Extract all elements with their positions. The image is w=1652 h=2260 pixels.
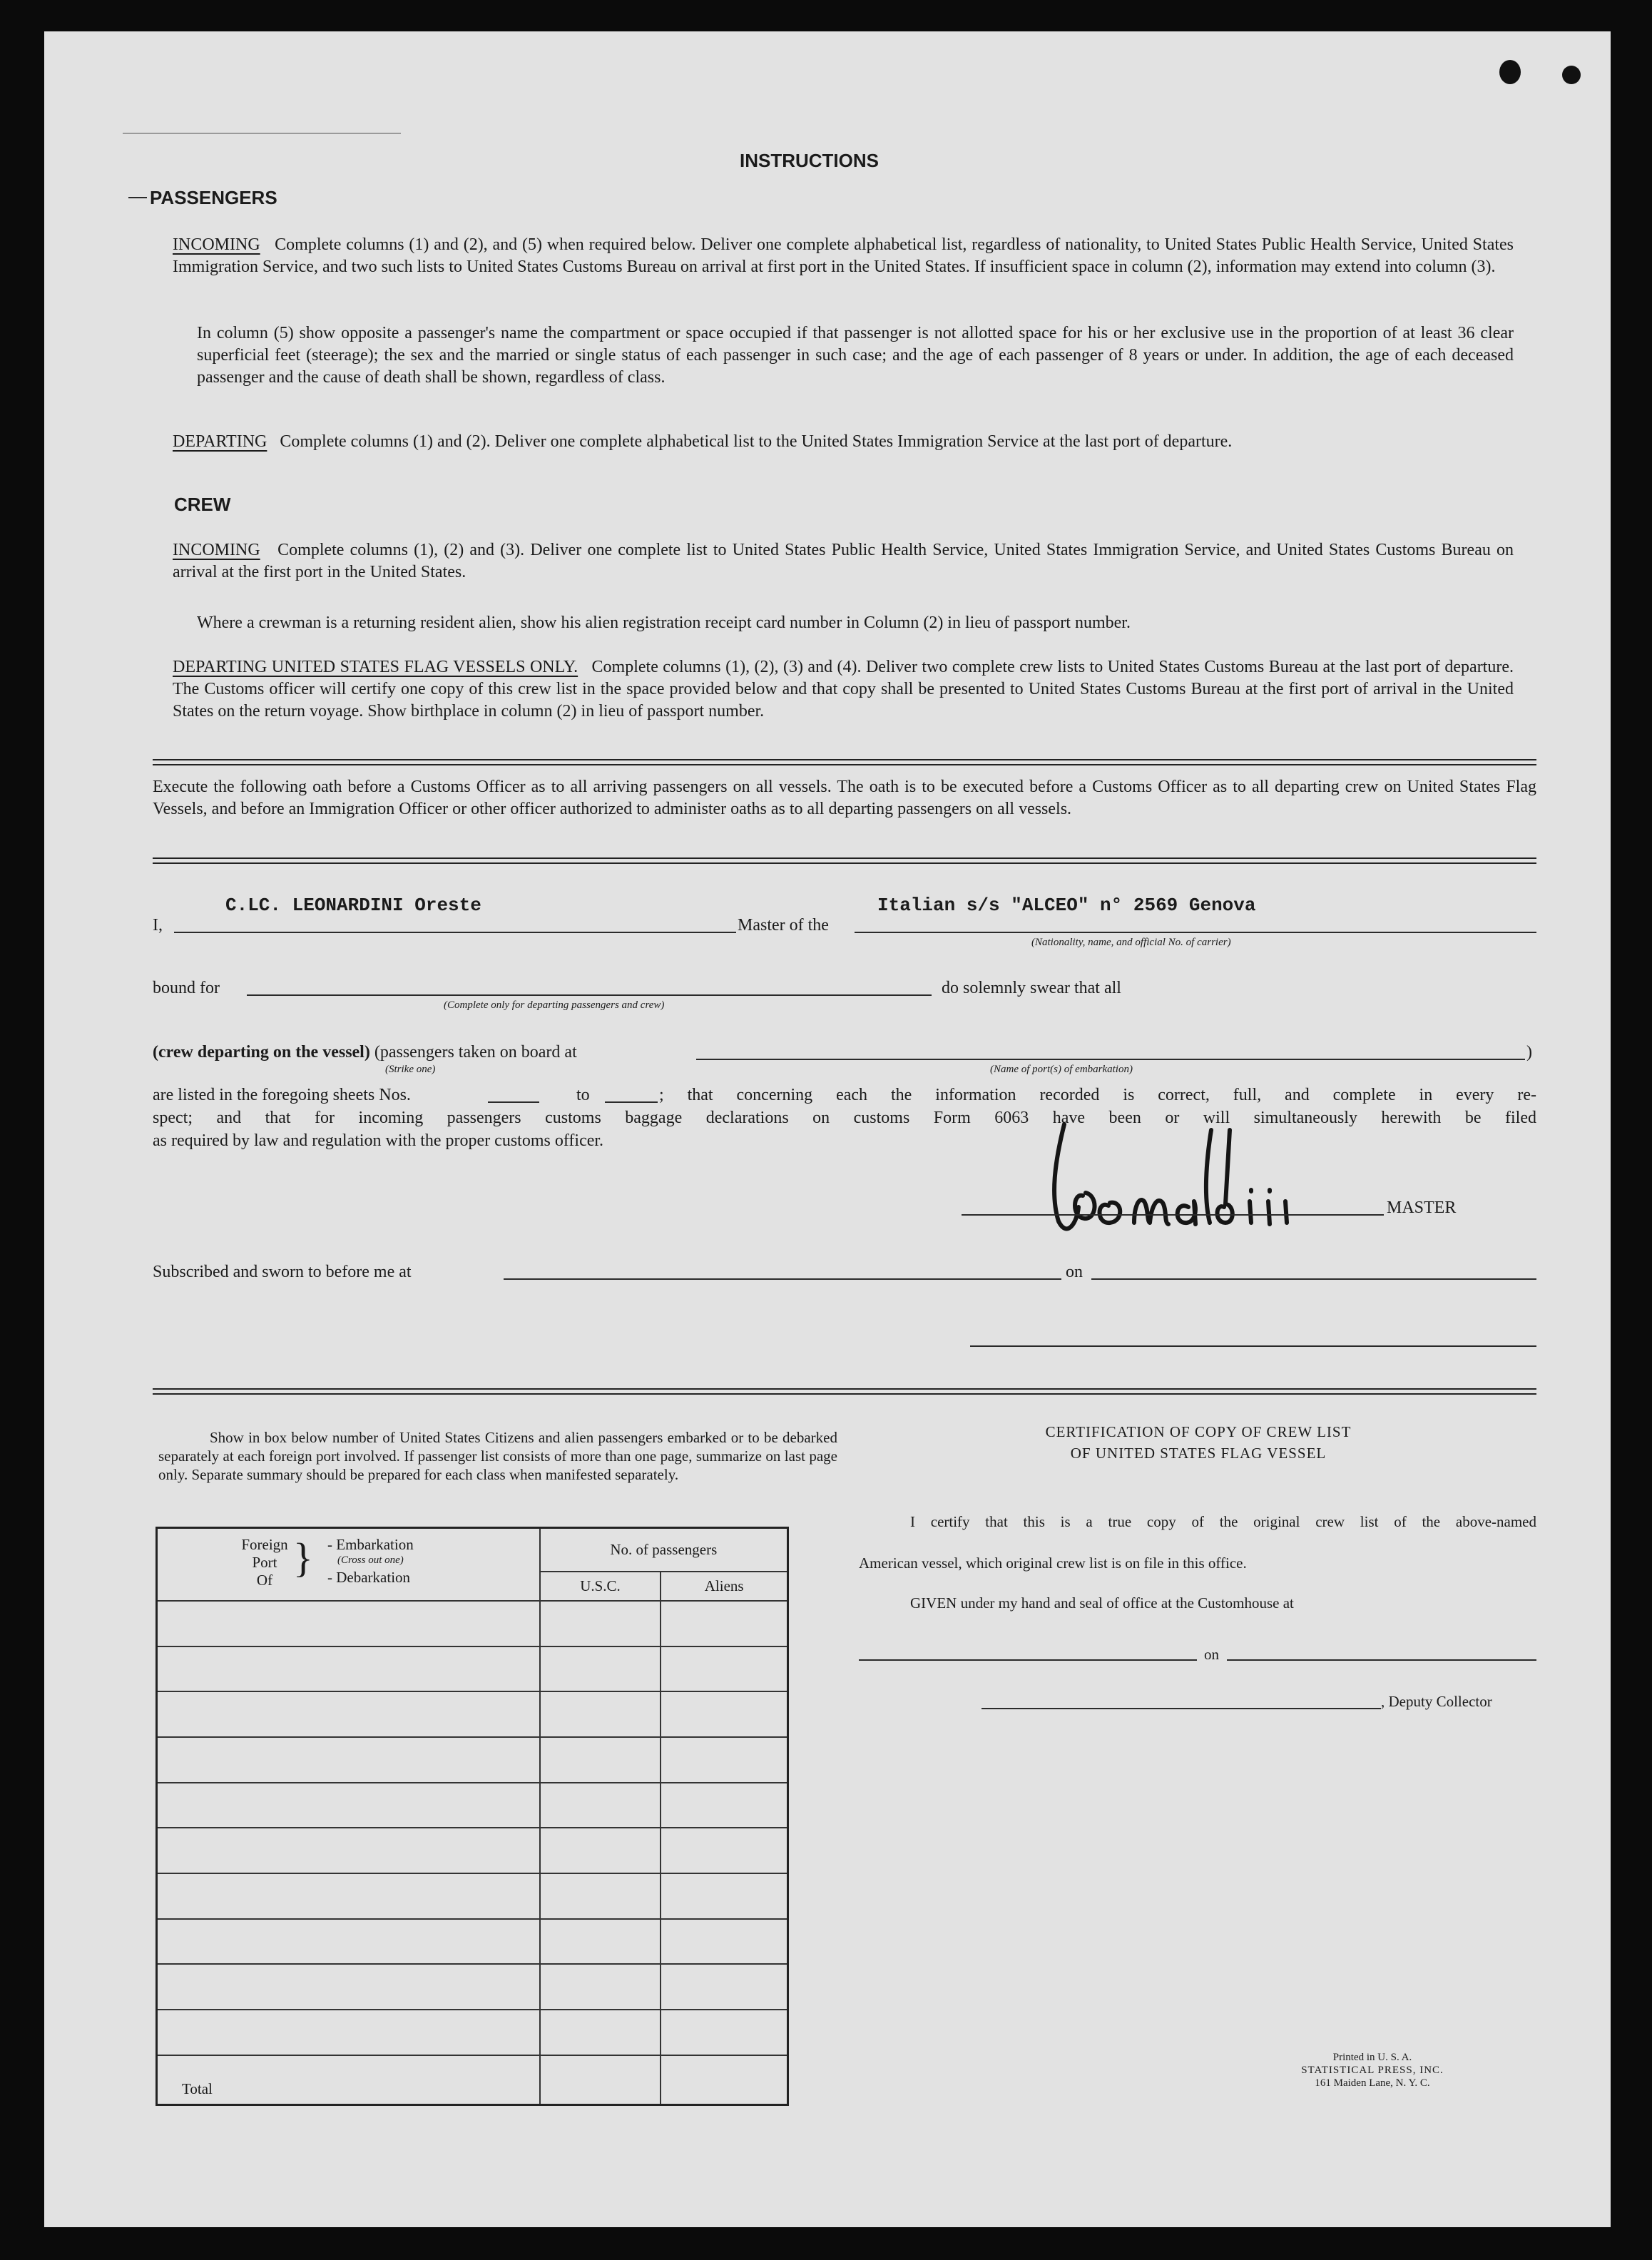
listed-text-2: spect; and that for incoming passengers customs baggage declarations on customs Form 6063 have been or will simultaneously herewith be filed [153, 1109, 1536, 1127]
deputy-collector-label: , Deputy Collector [1381, 1693, 1492, 1710]
close-paren: ) [1526, 1043, 1532, 1062]
listed-text-3: as required by law and regulation with the proper customs officer. [153, 1131, 604, 1150]
ports-line[interactable] [696, 1059, 1525, 1060]
table-row[interactable] [157, 1691, 788, 1737]
master-of-label: Master of the [738, 916, 829, 935]
crew-resident-alien-text: Where a crewman is a returning resident alien, show his alien registration receipt card number in Column (2) in lieu of passport number. [197, 614, 1131, 632]
passengers-incoming-label: INCOMING [173, 235, 260, 254]
no-of-passengers-header: No. of passengers [540, 1528, 788, 1572]
total-label: Total [157, 2055, 540, 2105]
passengers-incoming-text: Complete columns (1) and (2), and (5) when required below. Deliver one complete alphabetical list, regardless of nationality, to United States Public Health Service, United States Immigration Service, and two such lists to United States Customs Bureau on arrival at first port in the United States. If insufficient space in column (2), information may extend into column (3). [173, 235, 1514, 276]
passengers-departing-paragraph [173, 431, 1514, 453]
table-row[interactable] [157, 1919, 788, 1965]
usc-header: U.S.C. [540, 1572, 661, 1601]
foreign-port-of-label [236, 1536, 293, 1589]
foreign-label: Foreign [241, 1536, 288, 1553]
master-label: MASTER [1387, 1198, 1457, 1217]
foreign-port-header [157, 1528, 540, 1602]
crew-incoming-label: INCOMING [173, 541, 260, 559]
subscribed-place-line[interactable] [504, 1278, 1061, 1280]
master-name-line [174, 932, 736, 933]
subscribed-on-label: on [1066, 1263, 1083, 1281]
deputy-collector-line[interactable] [981, 1708, 1381, 1709]
certification-on-label: on [1204, 1646, 1219, 1663]
cross-out-caption: (Cross out one) [337, 1554, 404, 1566]
passengers-departing-text: Complete columns (1) and (2). Deliver one complete alphabetical list to the United States Immigration Service at the last port of departure. [280, 432, 1233, 451]
passengers-incoming-paragraph [173, 234, 1514, 278]
summary-box-instructions: Show in box below number of United States Citizens and alien passengers embarked or to be debarked separately at each foreign port involved. If passenger list consists of more than one page, summarize on last page only. Separate summary should be prepared for each class when manifested separately. [158, 1429, 837, 1483]
master-signature [1043, 1116, 1342, 1251]
printer-line-1: Printed in U. S. A. [1332, 2052, 1412, 2063]
table-row[interactable] [157, 1964, 788, 2010]
table-row[interactable] [157, 1601, 788, 1646]
heading-dash [128, 197, 147, 198]
document-page [44, 31, 1611, 2227]
certification-title-1: CERTIFICATION OF COPY OF CREW LIST [1045, 1423, 1352, 1440]
table-row[interactable] [157, 1828, 788, 1873]
given-line: GIVEN under my hand and seal of office at the Customhouse at [910, 1594, 1294, 1612]
certify-line-1: I certify that this is a true copy of the original crew list of the above-named [910, 1513, 1536, 1530]
listed-text-1: ; that concerning each the information recorded is correct, full, and complete in every re- [659, 1086, 1536, 1104]
crew-incoming-text: Complete columns (1), (2) and (3). Deliver one complete list to United States Public Health Service, United States Immigration Service, and United States Customs Bureau on arrival at the first port in the United States. [173, 541, 1514, 581]
printer-line-2: STATISTICAL PRESS, INC. [1301, 2065, 1444, 2076]
instructions-title: INSTRUCTIONS [740, 150, 879, 171]
table-row[interactable] [157, 1646, 788, 1692]
passenger-summary-table [155, 1527, 789, 2106]
customhouse-line[interactable] [859, 1659, 1197, 1661]
passengers-departing-label: DEPARTING [173, 432, 267, 451]
punch-hole [1499, 60, 1521, 84]
aliens-header: Aliens [661, 1572, 787, 1601]
vessel-line [855, 932, 1536, 933]
table-row[interactable] [157, 2010, 788, 2055]
port-label: Port [252, 1554, 277, 1571]
officer-signature-line[interactable] [970, 1345, 1536, 1347]
certify-line-2: American vessel, which original crew list is on file in this office. [859, 1554, 1247, 1572]
swear-label: do solemnly swear that all [942, 979, 1121, 997]
crew-departing-text: Complete columns (1), (2), (3) and (4). Deliver two complete crew lists to United States Customs Bureau at the last port of departure. The Customs officer will certify one copy of this crew list in the space provided below and that copy shall be presented to United States Customs Bureau at the first port of arrival in the United States on the return voyage. Show birthplace in column (2) in lieu of passport number. [173, 658, 1514, 721]
debarkation-label: - Debarkation [327, 1569, 411, 1586]
crew-heading: CREW [174, 494, 231, 515]
section-divider [153, 857, 1536, 864]
passengers-column5-text: In column (5) show opposite a passenger's name the compartment or space occupied if that passenger is not allotted space for his or her exclusive use in the proportion of at least 36 clear superficial feet (steerage); the sex and the married or single status of each passenger in such case; and the age of each passenger of 8 years or under. In addition, the age of each deceased passenger and the cause of death shall be shown, regardless of class. [197, 324, 1514, 387]
of-label: Of [256, 1572, 273, 1589]
section-divider [153, 1388, 1536, 1395]
total-row[interactable] [157, 2055, 788, 2105]
printer-line-3: 161 Maiden Lane, N. Y. C. [1315, 2077, 1430, 2089]
crew-departing-paragraph [173, 656, 1514, 723]
section-divider [153, 759, 1536, 765]
listed-prefix: are listed in the foregoing sheets Nos. [153, 1086, 411, 1104]
table-row[interactable] [157, 1783, 788, 1828]
ports-caption: (Name of port(s) of embarkation) [990, 1064, 1133, 1075]
brace-icon: } [293, 1534, 313, 1581]
strike-one-caption: (Strike one) [385, 1064, 436, 1075]
to-label: to [576, 1086, 590, 1104]
subscribed-date-line[interactable] [1091, 1278, 1536, 1280]
vessel-name[interactable]: Italian s/s "ALCEO" n° 2569 Genova [877, 895, 1256, 916]
top-faint-rule [123, 133, 401, 134]
crew-departing-label: DEPARTING UNITED STATES FLAG VESSELS ONLY. [173, 658, 578, 676]
certification-date-line[interactable] [1227, 1659, 1536, 1661]
sheet-to-line[interactable] [605, 1101, 658, 1103]
i-label: I, [153, 916, 163, 935]
bound-for-line[interactable] [247, 994, 932, 996]
punch-hole [1562, 66, 1581, 84]
oath-intro: Execute the following oath before a Customs Officer as to all arriving passengers on all vessels. The oath is to be executed before a Customs Officer as to all departing crew on United States Flag Vessels, and before an Immigration Officer or other officer authorized to administer oaths as to all departing passengers on all vessels. [153, 778, 1536, 818]
bound-for-label: bound for [153, 979, 220, 997]
table-row[interactable] [157, 1873, 788, 1919]
crew-incoming-paragraph [173, 539, 1514, 584]
embarkation-label: - Embarkation [327, 1536, 414, 1553]
crew-departing-phrase [153, 1042, 577, 1064]
vessel-caption: (Nationality, name, and official No. of carrier) [1031, 937, 1231, 948]
certification-title-2: OF UNITED STATES FLAG VESSEL [1070, 1445, 1327, 1462]
passengers-taken-phrase: (passengers taken on board at [374, 1043, 577, 1062]
bound-for-caption: (Complete only for departing passengers and crew) [444, 999, 665, 1011]
master-signature-line[interactable] [962, 1214, 1384, 1216]
passengers-heading: PASSENGERS [150, 187, 277, 208]
master-name[interactable]: C.LC. LEONARDINI Oreste [225, 895, 481, 916]
crew-departing-phrase-text: (crew departing on the vessel) [153, 1043, 370, 1062]
table-header-row [157, 1528, 788, 1572]
sheet-from-line[interactable] [488, 1101, 539, 1103]
table-row[interactable] [157, 1737, 788, 1783]
bleed-through-mark [515, 116, 519, 134]
subscribed-label: Subscribed and sworn to before me at [153, 1263, 412, 1281]
